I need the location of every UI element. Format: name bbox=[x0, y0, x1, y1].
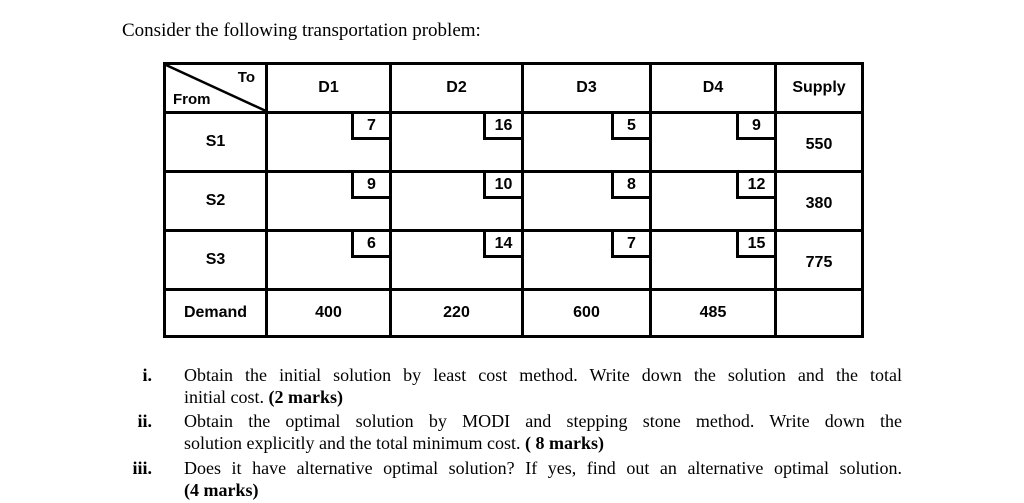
cost-cell bbox=[267, 231, 391, 290]
question-marks: (4 marks) bbox=[184, 480, 259, 500]
cost-value: 8 bbox=[611, 173, 649, 199]
demand-value: 600 bbox=[523, 290, 651, 337]
demand-value: 485 bbox=[651, 290, 776, 337]
cost-value: 6 bbox=[351, 232, 389, 258]
question-marks: ( 8 marks) bbox=[524, 433, 604, 453]
cost-cell bbox=[267, 113, 391, 172]
question-number: i. bbox=[142, 365, 152, 385]
cost-cell bbox=[523, 231, 651, 290]
cost-value: 9 bbox=[351, 173, 389, 199]
question-text: Obtain the optimal solution by MODI and stepping stone method. Write down the solution explicitly and the total minimum cost. ( 8 marks) bbox=[184, 411, 902, 453]
cost-cell bbox=[267, 172, 391, 231]
cost-value: 16 bbox=[483, 114, 521, 140]
corner-cell bbox=[165, 64, 267, 113]
cost-value: 7 bbox=[351, 114, 389, 140]
cost-value: 15 bbox=[736, 232, 774, 258]
cost-value: 5 bbox=[611, 114, 649, 140]
demand-value: 400 bbox=[267, 290, 391, 337]
intro-text: Consider the following transportation problem: bbox=[122, 20, 481, 41]
corner-from-label: From bbox=[173, 91, 211, 108]
supply-value: 775 bbox=[776, 231, 863, 290]
table-row bbox=[165, 172, 863, 231]
demand-label: Demand bbox=[165, 290, 267, 337]
source-label: S2 bbox=[165, 172, 267, 231]
cost-value: 14 bbox=[483, 232, 521, 258]
question-number: ii. bbox=[137, 411, 152, 431]
question-marks: (2 marks) bbox=[268, 387, 343, 407]
source-label: S3 bbox=[165, 231, 267, 290]
header-d4: D4 bbox=[651, 64, 776, 113]
source-label: S1 bbox=[165, 113, 267, 172]
table-header-row bbox=[165, 64, 863, 113]
cost-value: 12 bbox=[736, 173, 774, 199]
header-d1: D1 bbox=[267, 64, 391, 113]
demand-value: 220 bbox=[391, 290, 523, 337]
empty-cell bbox=[776, 290, 863, 337]
header-supply: Supply bbox=[776, 64, 863, 113]
cost-cell bbox=[651, 113, 776, 172]
header-d3: D3 bbox=[523, 64, 651, 113]
table-row bbox=[165, 231, 863, 290]
cost-value: 7 bbox=[611, 232, 649, 258]
supply-value: 550 bbox=[776, 113, 863, 172]
question-text: Does it have alternative optimal solution? If yes, find out an alternative optimal solution. (4 marks) bbox=[184, 458, 902, 500]
demand-row bbox=[165, 290, 863, 337]
supply-value: 380 bbox=[776, 172, 863, 231]
transportation-table bbox=[163, 62, 864, 338]
cost-cell bbox=[391, 231, 523, 290]
cost-cell bbox=[391, 113, 523, 172]
table-row bbox=[165, 113, 863, 172]
cost-value: 9 bbox=[736, 114, 774, 140]
cost-value: 10 bbox=[483, 173, 521, 199]
cost-cell bbox=[523, 113, 651, 172]
corner-to-label: To bbox=[237, 69, 255, 86]
cost-cell bbox=[391, 172, 523, 231]
question-number: iii. bbox=[132, 458, 152, 478]
header-d2: D2 bbox=[391, 64, 523, 113]
cost-cell bbox=[651, 172, 776, 231]
question-text: Obtain the initial solution by least cost method. Write down the solution and the total initial cost. (2 marks) bbox=[184, 365, 902, 407]
cost-cell bbox=[523, 172, 651, 231]
cost-cell bbox=[651, 231, 776, 290]
